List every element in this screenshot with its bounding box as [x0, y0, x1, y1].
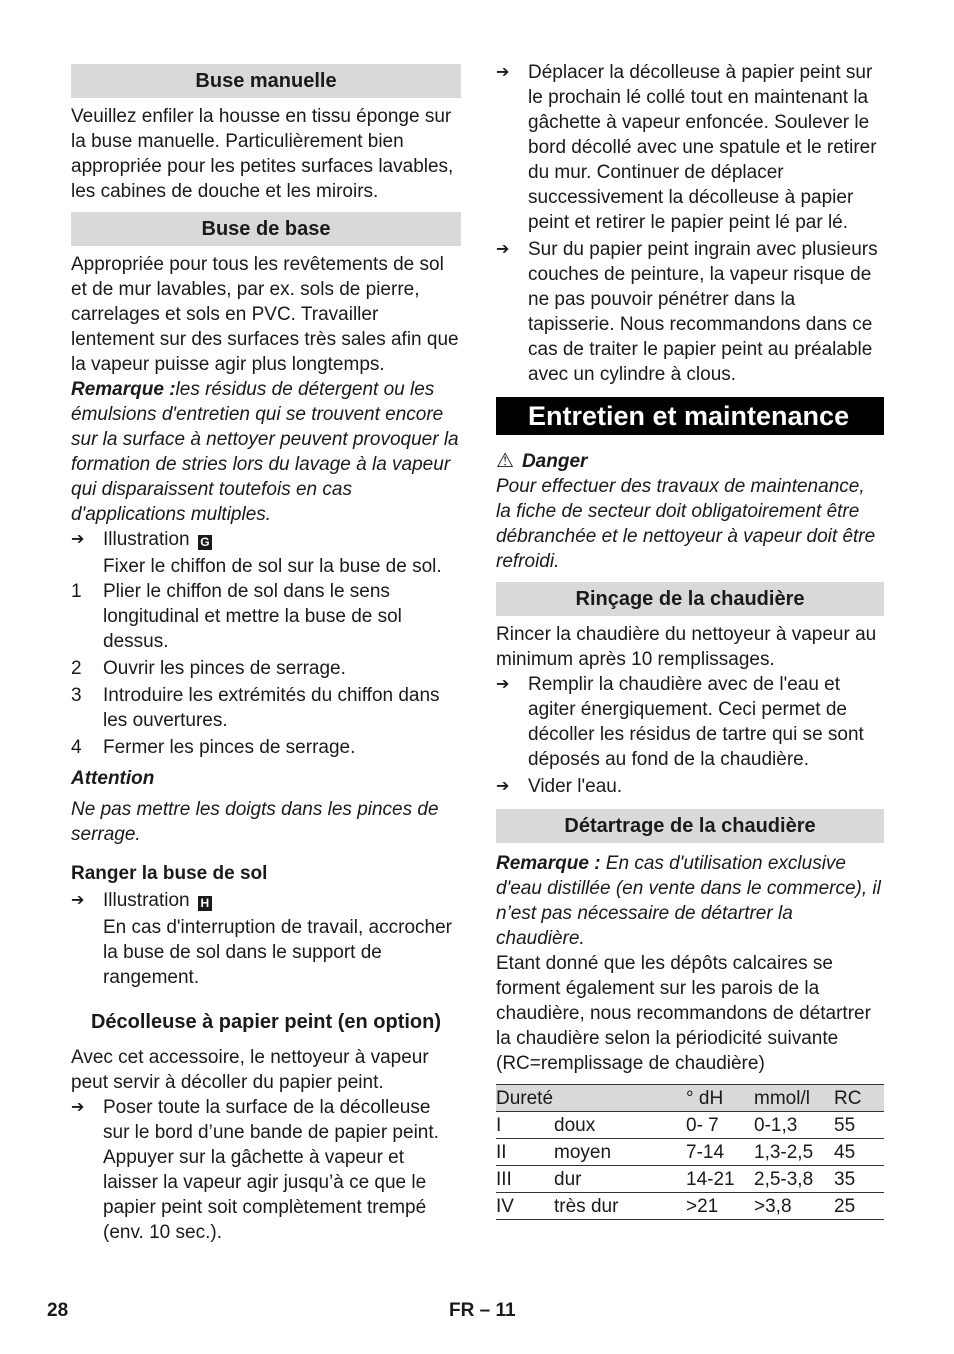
remark-paragraph	[71, 377, 461, 527]
cell-grade: I	[496, 1112, 554, 1139]
illustration-h-item	[71, 888, 461, 913]
cell-label: doux	[554, 1112, 686, 1139]
cell-label: moyen	[554, 1139, 686, 1166]
cell-label: très dur	[554, 1193, 686, 1220]
step-number: 3	[71, 685, 82, 706]
illustration-label: Illustration	[103, 890, 190, 911]
buse-de-base-text: Appropriée pour tous les revêtements de sol et de mur lavables, par ex. sols de pierre, carrelages et sols en PVC. Travailler lentement sur des surfaces très sales afin que la vapeur puisse agir plus longtemps.	[71, 254, 459, 375]
illustration-ref-badge: G	[198, 535, 212, 550]
remark-text: les résidus de détergent ou les émulsions d'entretien qui se trouvent encore sur la surface à nettoyer peuvent provoquer la formation de stries lors du lavage à la vapeur qui disparaissent toutefois en cas d'applications multiples.	[71, 379, 459, 525]
ranger-text: En cas d'interruption de travail, accrocher la buse de sol dans le support de rangement.	[103, 917, 452, 988]
footer-section: FR – 11	[449, 1300, 516, 1321]
table-row	[496, 1112, 884, 1139]
cell-mmol: 0-1,3	[754, 1112, 834, 1139]
detartrage-remark	[496, 851, 884, 951]
table-header-row	[496, 1085, 884, 1112]
hardness-table	[496, 1084, 884, 1220]
arrow-right-icon: ➔	[71, 892, 85, 909]
cell-rc: 55	[834, 1112, 884, 1139]
section-heading-rincage: Rinçage de la chaudière	[496, 582, 884, 616]
arrow-right-icon: ➔	[496, 676, 510, 693]
right-column	[496, 60, 884, 1220]
section-heading-buse-manuelle: Buse manuelle	[71, 64, 461, 98]
danger-label: Danger	[521, 451, 588, 472]
page-number: 28	[47, 1300, 69, 1321]
cell-mmol: 2,5-3,8	[754, 1166, 834, 1193]
arrow-right-icon: ➔	[496, 64, 510, 81]
danger-line	[496, 449, 884, 474]
arrow-right-icon: ➔	[71, 1099, 85, 1116]
arrow-right-icon: ➔	[71, 531, 85, 548]
warning-triangle-icon: ⚠	[496, 450, 514, 472]
decolleuse-bullet	[71, 1095, 461, 1245]
step-item	[71, 579, 461, 654]
cell-grade: II	[496, 1139, 554, 1166]
step-text: Introduire les extrémités du chiffon dans les ouvertures.	[103, 685, 440, 731]
section-heading-buse-de-base: Buse de base	[71, 212, 461, 246]
illustration-g-item	[71, 527, 461, 552]
col-header-durete: Dureté	[496, 1085, 686, 1112]
bullet-text: Vider l'eau.	[528, 776, 623, 797]
bullet-text: Sur du papier peint ingrain avec plusieurs couches de peinture, la vapeur risque de ne pas pouvoir pénétrer dans la tapisserie. Nous recommandons dans ce cas de traiter le papier peint au préalable avec un cylindre à clous.	[528, 239, 878, 385]
decolleuse-bullet	[496, 60, 884, 235]
cell-dh: 14-21	[686, 1166, 754, 1193]
decolleuse-bullet	[496, 237, 884, 387]
cell-grade: III	[496, 1166, 554, 1193]
table-row	[496, 1193, 884, 1220]
ranger-heading: Ranger la buse de sol	[71, 863, 268, 884]
buse-manuelle-text: Veuillez enfiler la housse en tissu éponge sur la buse manuelle. Particulièrement bien appropriée pour les petites surfaces lavables, les cabines de douche et les miroirs.	[71, 106, 454, 202]
illustration-g-text: Fixer le chiffon de sol sur la buse de sol.	[103, 556, 442, 577]
table-row	[496, 1139, 884, 1166]
illustration-label: Illustration	[103, 529, 190, 550]
cell-mmol: 1,3-2,5	[754, 1139, 834, 1166]
step-text: Plier le chiffon de sol dans le sens longitudinal et mettre la buse de sol dessus.	[103, 581, 402, 652]
step-item	[71, 656, 461, 681]
attention-label: Attention	[71, 768, 155, 789]
step-text: Fermer les pinces de serrage.	[103, 737, 356, 758]
step-number: 1	[71, 581, 82, 602]
rincage-bullet	[496, 774, 884, 799]
decolleuse-intro: Avec cet accessoire, le nettoyeur à vapeur peut servir à décoller du papier peint.	[71, 1047, 429, 1093]
remark-text: En cas d'utilisation exclusive d'eau distillée (en vente dans le commerce), il n’est pas nécessaire de détartrer la chaudière.	[496, 853, 881, 949]
step-item	[71, 735, 461, 760]
decolleuse-heading: Décolleuse à papier peint (en option)	[90, 1011, 442, 1033]
col-header-rc: RC	[834, 1085, 884, 1112]
step-text: Ouvrir les pinces de serrage.	[103, 658, 346, 679]
cell-mmol: >3,8	[754, 1193, 834, 1220]
step-number: 4	[71, 737, 82, 758]
chapter-heading-entretien: Entretien et maintenance	[496, 397, 884, 435]
arrow-right-icon: ➔	[496, 778, 510, 795]
cell-dh: 7-14	[686, 1139, 754, 1166]
attention-text: Ne pas mettre les doigts dans les pinces de serrage.	[71, 799, 439, 845]
col-header-mmol: mmol/l	[754, 1085, 834, 1112]
cell-rc: 45	[834, 1139, 884, 1166]
left-column	[71, 60, 461, 1247]
illustration-ref-badge: H	[198, 896, 212, 911]
cell-rc: 25	[834, 1193, 884, 1220]
remark-label: Remarque :	[71, 379, 176, 400]
rincage-bullet	[496, 672, 884, 772]
cell-rc: 35	[834, 1166, 884, 1193]
bullet-text: Poser toute la surface de la décolleuse sur le bord d’une bande de papier peint. Appuyer sur la gâchette à vapeur et laisser la vapeur agir jusqu’à ce que le papier peint soit complètement trempé (env. 10 sec.).	[103, 1097, 439, 1243]
table-row	[496, 1166, 884, 1193]
cell-label: dur	[554, 1166, 686, 1193]
cell-dh: >21	[686, 1193, 754, 1220]
danger-text: Pour effectuer des travaux de maintenance, la fiche de secteur doit obligatoirement être débranchée et le nettoyeur à vapeur doit être refroidi.	[496, 476, 876, 572]
detartrage-text: Etant donné que les dépôts calcaires se forment également sur les parois de la chaudière, nous recommandons de détartrer la chaudière selon la périodicité suivante (RC=remplissage de chaudière)	[496, 953, 871, 1074]
section-heading-detartrage: Détartrage de la chaudière	[496, 809, 884, 843]
step-item	[71, 683, 461, 733]
arrow-right-icon: ➔	[496, 241, 510, 258]
bullet-text: Déplacer la décolleuse à papier peint sur le prochain lé collé tout en maintenant la gâchette à vapeur enfoncée. Soulever le bord décollé avec une spatule et le retirer du mur. Continuer de déplacer successivement la décolleuse à papier peint et retirer le papier peint lé par lé.	[528, 62, 877, 233]
bullet-text: Remplir la chaudière avec de l'eau et agiter énergiquement. Ceci permet de décoller les résidus de tartre qui se sont déposés au fond de la chaudière.	[528, 674, 864, 770]
cell-dh: 0- 7	[686, 1112, 754, 1139]
step-number: 2	[71, 658, 82, 679]
rincage-text: Rincer la chaudière du nettoyeur à vapeur au minimum après 10 remplissages.	[496, 624, 877, 670]
remark-label: Remarque :	[496, 853, 601, 874]
cell-grade: IV	[496, 1193, 554, 1220]
col-header-dh: ° dH	[686, 1085, 754, 1112]
